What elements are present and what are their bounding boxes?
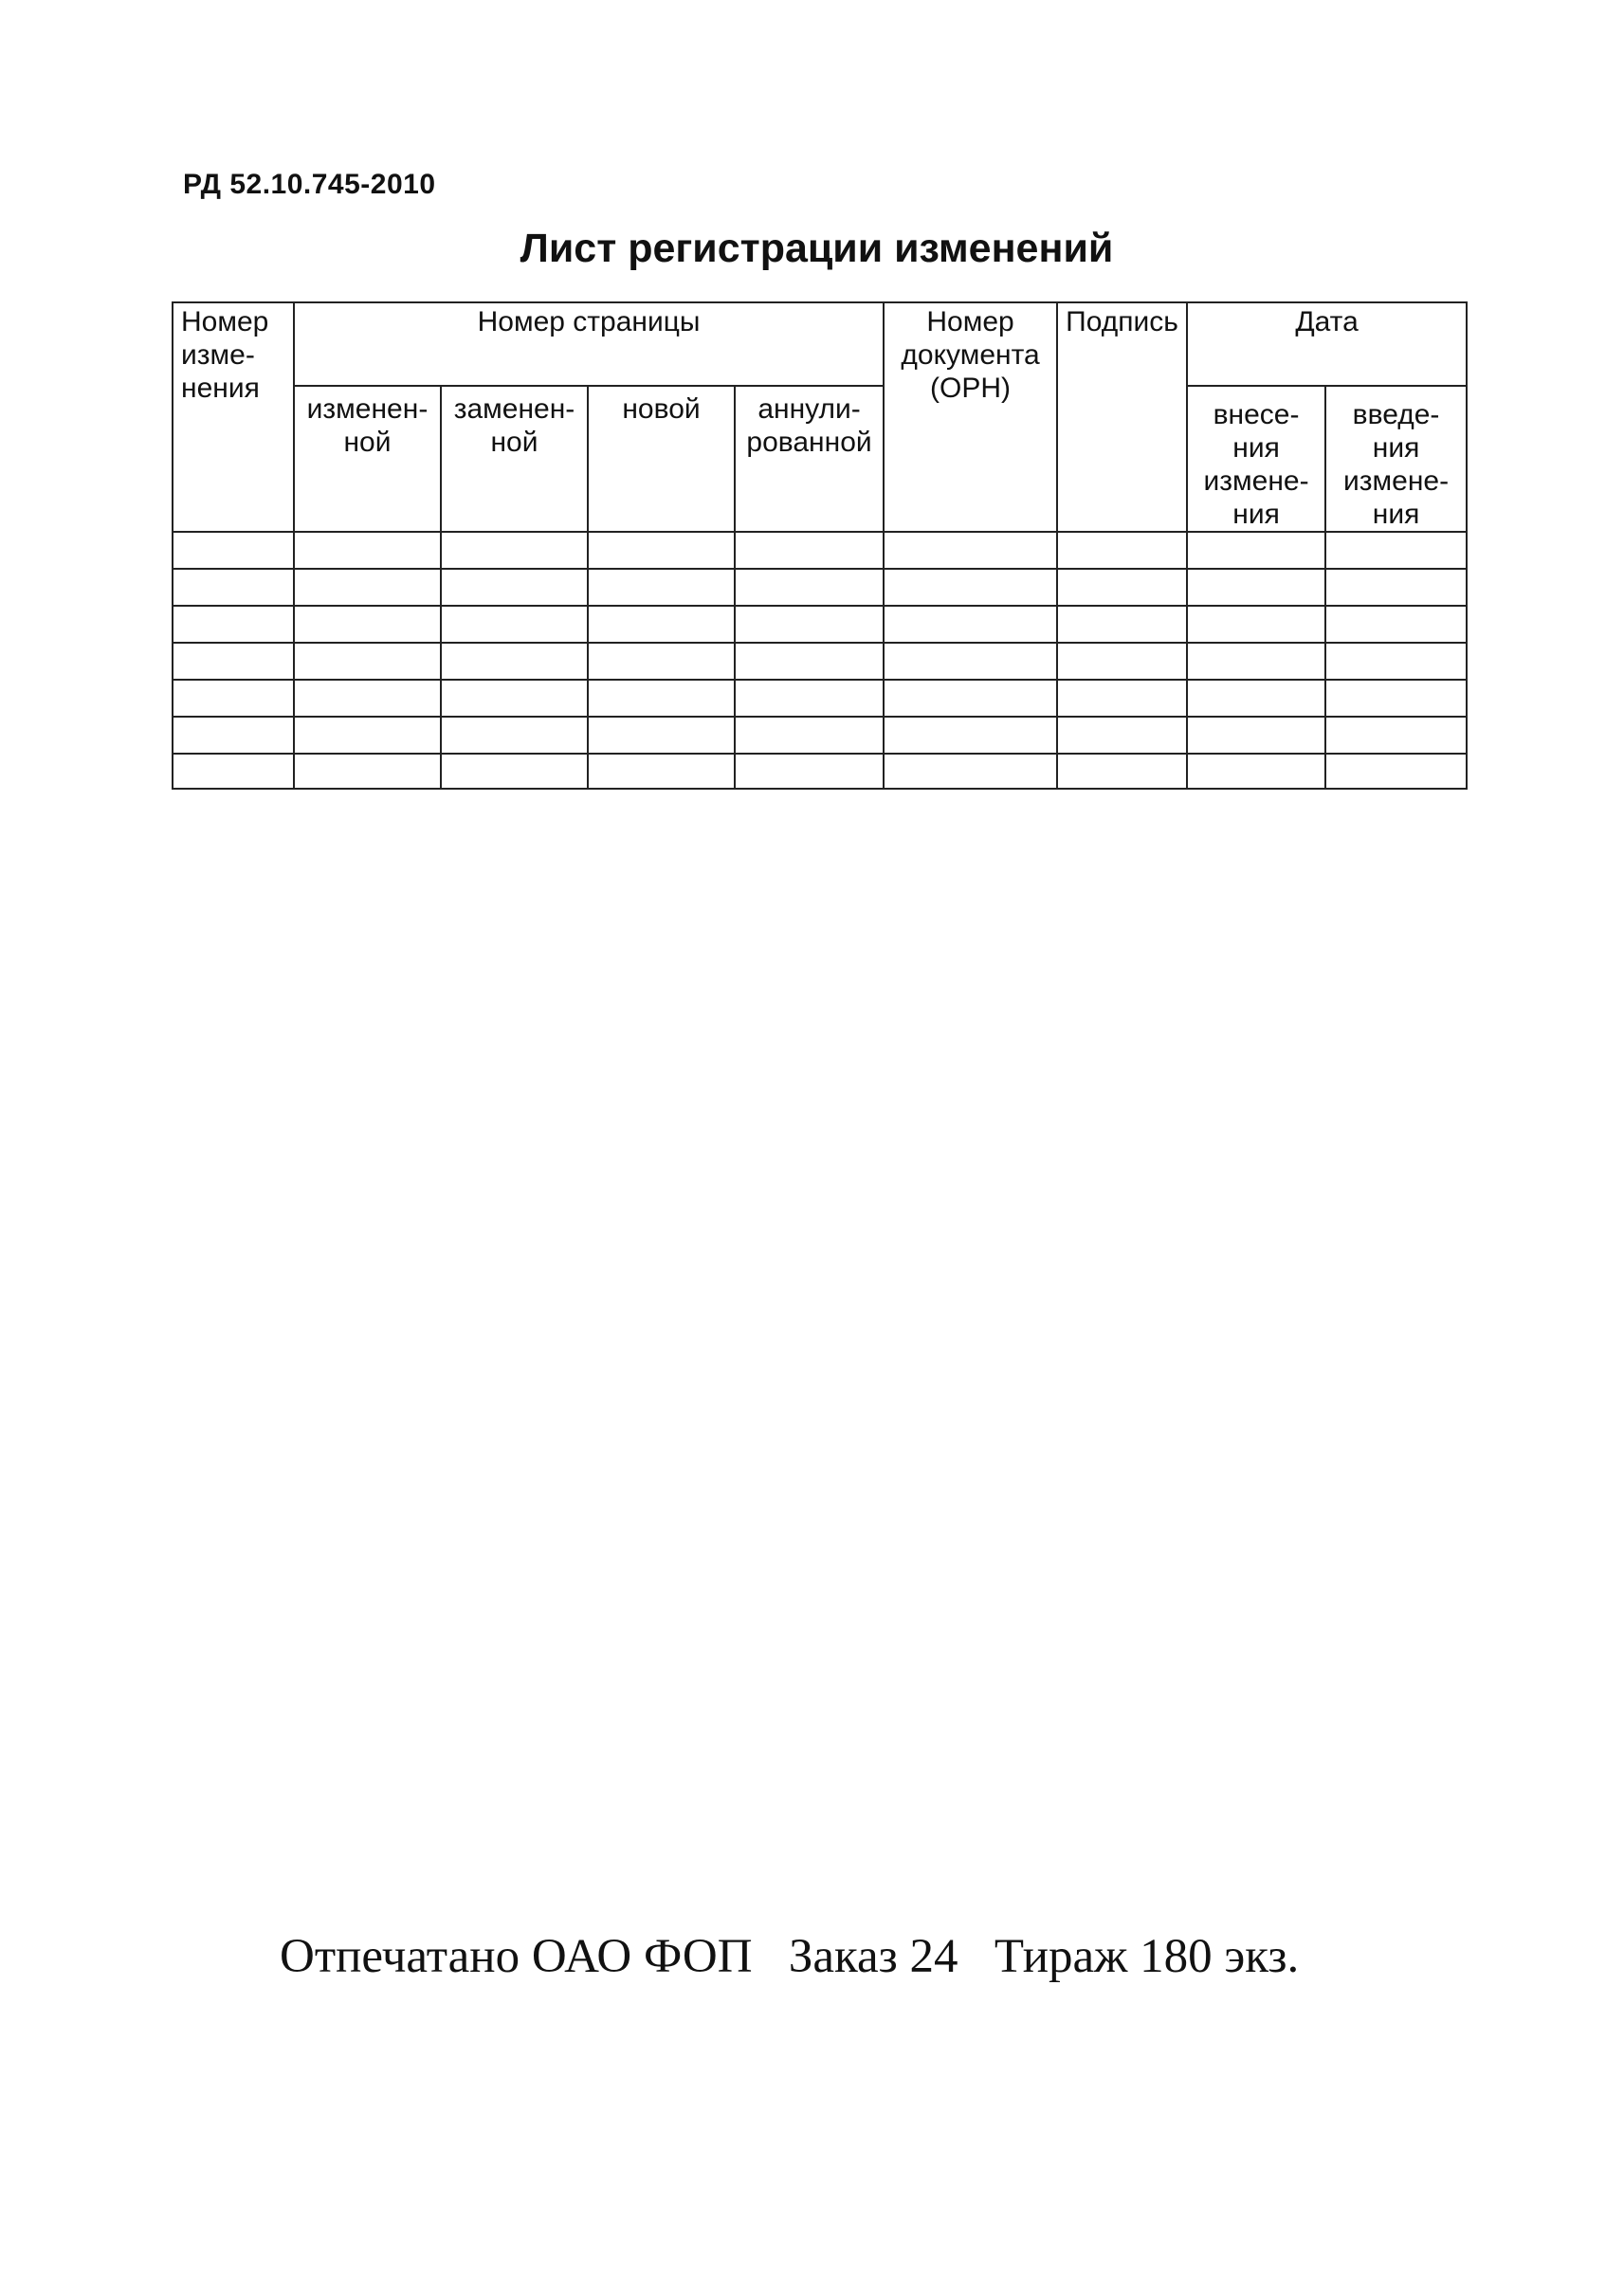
table-cell	[1057, 643, 1187, 680]
header-page-number: Номер страницы	[294, 302, 884, 386]
table-cell	[588, 754, 735, 789]
table-cell	[1187, 643, 1325, 680]
table-cell	[1187, 754, 1325, 789]
table-cell	[884, 532, 1057, 569]
table-cell	[173, 606, 294, 643]
table-cell	[735, 717, 884, 754]
table-row	[173, 606, 1467, 643]
printer-imprint	[280, 1929, 1299, 1984]
table-cell	[1057, 606, 1187, 643]
table-cell	[588, 680, 735, 717]
header-page-changed: изменен- ной	[294, 386, 441, 532]
table-cell	[1325, 643, 1467, 680]
table-cell	[1187, 717, 1325, 754]
table-cell	[588, 532, 735, 569]
header-change-number: Номер изме- нения	[173, 302, 294, 532]
table-cell	[1057, 569, 1187, 606]
table-cell	[735, 680, 884, 717]
table-cell	[735, 569, 884, 606]
header-signature: Подпись	[1057, 302, 1187, 532]
table-cell	[884, 680, 1057, 717]
table-cell	[884, 569, 1057, 606]
table-cell	[588, 717, 735, 754]
table-cell	[588, 569, 735, 606]
table-cell	[441, 754, 588, 789]
table-cell	[1325, 680, 1467, 717]
table-cell	[441, 643, 588, 680]
table-cell	[1057, 532, 1187, 569]
table-cell	[884, 717, 1057, 754]
table-cell	[1187, 532, 1325, 569]
table-cell	[735, 532, 884, 569]
printer-name: Отпечатано ОАО ФОП	[280, 1930, 753, 1983]
table-cell	[173, 569, 294, 606]
table-cell	[294, 569, 441, 606]
header-page-replaced: заменен- ной	[441, 386, 588, 532]
document-code: РД 52.10.745-2010	[183, 169, 436, 200]
page-title: Лист регистрации изменений	[520, 226, 1114, 271]
table-cell	[735, 643, 884, 680]
table-row	[173, 569, 1467, 606]
table-cell	[441, 532, 588, 569]
table-cell	[1325, 754, 1467, 789]
header-date-entered: внесе- ния измене- ния	[1187, 386, 1325, 532]
header-date: Дата	[1187, 302, 1467, 386]
table-cell	[1325, 569, 1467, 606]
order-number: Заказ 24	[788, 1930, 958, 1983]
circulation: Тираж 180 экз.	[994, 1930, 1300, 1983]
table-cell	[441, 680, 588, 717]
table-cell	[173, 754, 294, 789]
table-body	[173, 532, 1467, 789]
table-cell	[1187, 569, 1325, 606]
table-cell	[173, 680, 294, 717]
table-cell	[884, 754, 1057, 789]
header-page-annulled: аннули- рованной	[735, 386, 884, 532]
table-cell	[1187, 606, 1325, 643]
table-row	[173, 532, 1467, 569]
table-cell	[1057, 680, 1187, 717]
table-cell	[1057, 754, 1187, 789]
table-cell	[173, 532, 294, 569]
table-cell	[173, 643, 294, 680]
table-cell	[735, 606, 884, 643]
table-cell	[294, 680, 441, 717]
table-cell	[1325, 606, 1467, 643]
table-cell	[294, 643, 441, 680]
header-date-introduced: введе- ния измене- ния	[1325, 386, 1467, 532]
table-row	[173, 754, 1467, 789]
table-cell	[441, 606, 588, 643]
table-cell	[294, 717, 441, 754]
table-cell	[1325, 717, 1467, 754]
header-page-new: новой	[588, 386, 735, 532]
table-cell	[173, 717, 294, 754]
table-row	[173, 643, 1467, 680]
table-cell	[294, 754, 441, 789]
table-cell	[884, 643, 1057, 680]
table-cell	[1187, 680, 1325, 717]
table-cell	[884, 606, 1057, 643]
table-cell	[294, 606, 441, 643]
header-document-number: Номер документа (ОРН)	[884, 302, 1057, 532]
table-row	[173, 717, 1467, 754]
table-cell	[441, 569, 588, 606]
table-cell	[1057, 717, 1187, 754]
table-cell	[294, 532, 441, 569]
change-registration-table	[172, 301, 1468, 790]
table-cell	[588, 606, 735, 643]
table-row	[173, 680, 1467, 717]
table-cell	[441, 717, 588, 754]
table-cell	[588, 643, 735, 680]
table-cell	[1325, 532, 1467, 569]
table-cell	[735, 754, 884, 789]
